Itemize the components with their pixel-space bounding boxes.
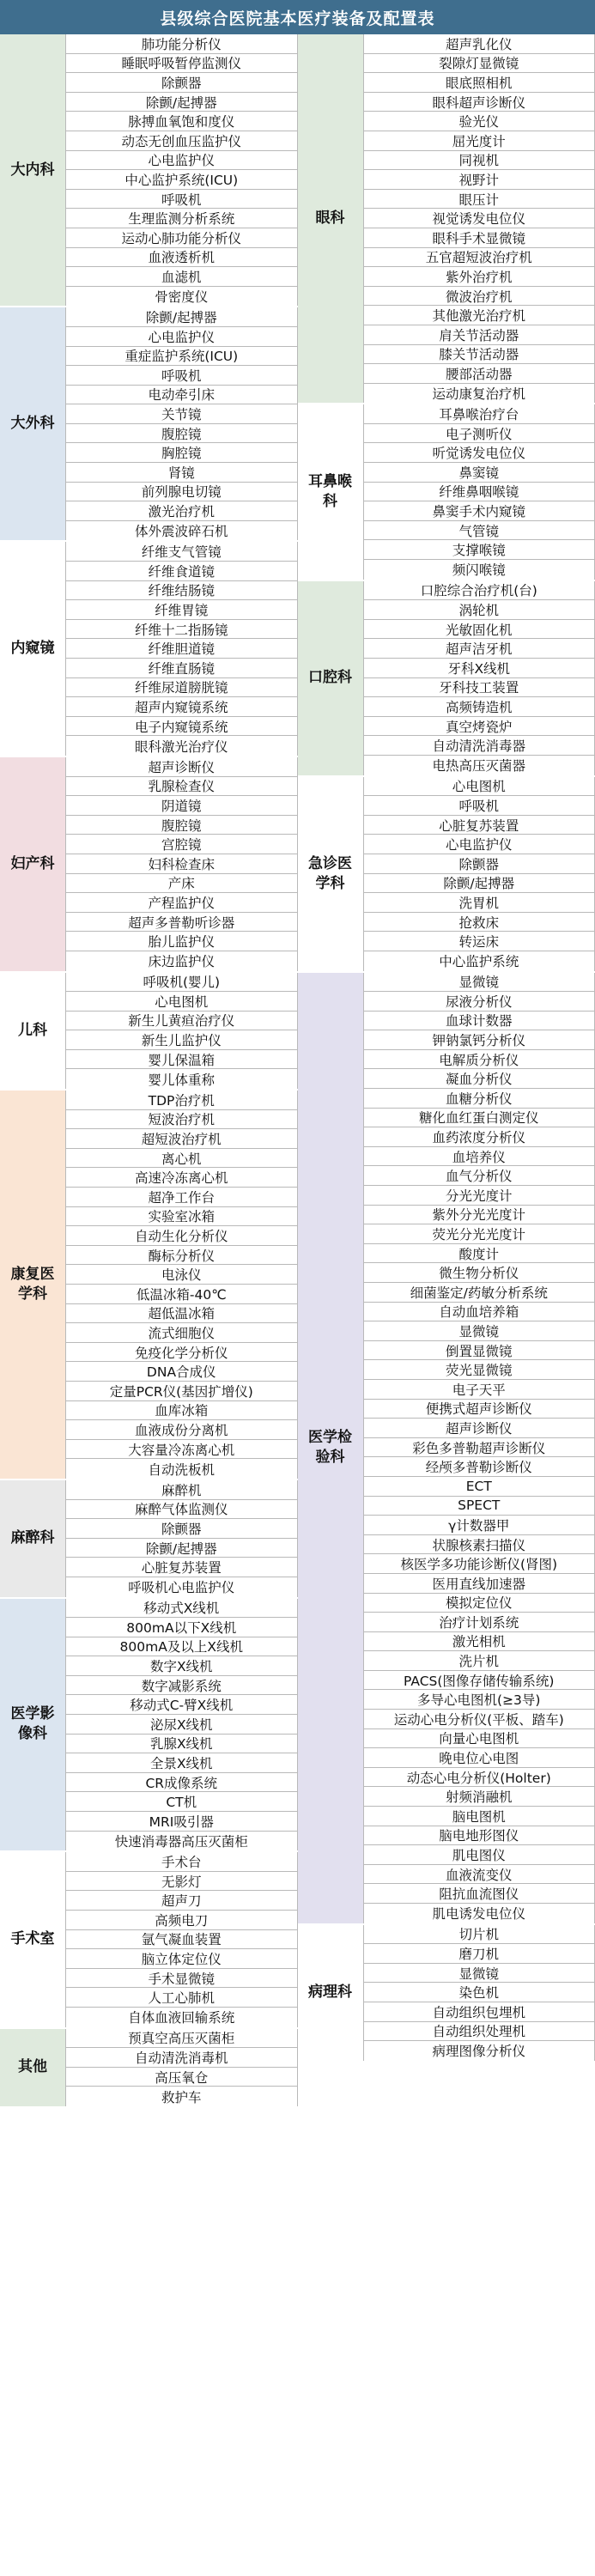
- department-name: 妇产科: [0, 757, 65, 971]
- equipment-item: 血滤机: [65, 267, 298, 287]
- equipment-item: 显微镜: [363, 973, 595, 993]
- equipment-list: [65, 542, 298, 756]
- equipment-item: 人工心肺机: [65, 1988, 298, 2008]
- equipment-item: 切片机: [363, 1925, 595, 1945]
- equipment-item: 染色机: [363, 1983, 595, 2002]
- equipment-item: 自动清洗消毒器: [363, 736, 595, 756]
- equipment-item: 血球计数器: [363, 1012, 595, 1031]
- department-name: 手术室: [0, 1852, 65, 2026]
- equipment-item: 脑立体定位仪: [65, 1949, 298, 1969]
- equipment-item: 实验室冰箱: [65, 1207, 298, 1227]
- equipment-item: 心电监护仪: [65, 327, 298, 347]
- equipment-item: 除颤/起搏器: [65, 93, 298, 112]
- department-group: [298, 404, 595, 580]
- equipment-item: 鼻窦手术内窥镜: [363, 501, 595, 521]
- department-group: [0, 1480, 298, 1599]
- equipment-item: 眼科激光治疗仪: [65, 736, 298, 756]
- department-group: [0, 1852, 298, 2028]
- equipment-item: 洗胃机: [363, 893, 595, 913]
- equipment-item: 睡眠呼吸暂停监测仪: [65, 54, 298, 74]
- equipment-item: 微波治疗机: [363, 287, 595, 307]
- equipment-item: 关节镜: [65, 404, 298, 424]
- equipment-item: 纤维直肠镜: [65, 659, 298, 678]
- equipment-item: 纤维尿道膀胱镜: [65, 678, 298, 698]
- equipment-item: 体外震波碎石机: [65, 521, 298, 541]
- equipment-item: SPECT: [363, 1497, 595, 1516]
- equipment-item: 纤维胃镜: [65, 600, 298, 620]
- equipment-item: 模拟定位仪: [363, 1594, 595, 1613]
- table-title: 县级综合医院基本医疗装备及配置表: [0, 0, 595, 34]
- equipment-item: 视觉诱发电位仪: [363, 209, 595, 228]
- equipment-item: 动态无创血压监护仪: [65, 131, 298, 151]
- equipment-item: 病理图像分析仪: [363, 2041, 595, 2061]
- equipment-item: 超声诊断仪: [363, 1419, 595, 1438]
- equipment-item: 核医学多功能诊断仪(肾图): [363, 1554, 595, 1574]
- equipment-item: 电解质分析仪: [363, 1050, 595, 1070]
- equipment-item: 阻抗血流图仪: [363, 1884, 595, 1904]
- left-column: [0, 34, 298, 2108]
- equipment-item: 血液透析机: [65, 248, 298, 268]
- equipment-item: 阴道镜: [65, 796, 298, 816]
- equipment-item: 低温冰箱-40℃: [65, 1285, 298, 1304]
- equipment-item: 涡轮机: [363, 600, 595, 620]
- equipment-item: 运动康复治疗机: [363, 384, 595, 404]
- department-name: 麻醉科: [0, 1480, 65, 1597]
- equipment-item: 手术台: [65, 1852, 298, 1872]
- equipment-item: 纤维鼻咽喉镜: [363, 483, 595, 502]
- equipment-item: 前列腺电切镜: [65, 483, 298, 502]
- equipment-item: 倒置显微镜: [363, 1341, 595, 1361]
- equipment-item: 胸腔镜: [65, 443, 298, 463]
- equipment-item: 中心监护系统: [363, 951, 595, 971]
- equipment-item: 细菌鉴定/药敏分析系统: [363, 1283, 595, 1303]
- equipment-item: 呼吸机: [65, 190, 298, 210]
- equipment-item: 运动心肺功能分析仪: [65, 228, 298, 248]
- department-name: 医学影像科: [0, 1599, 65, 1851]
- equipment-item: 晚电位心电图: [363, 1748, 595, 1768]
- equipment-item: 手术显微镜: [65, 1969, 298, 1989]
- equipment-item: 麻醉机: [65, 1480, 298, 1500]
- equipment-item: 血培养仪: [363, 1147, 595, 1167]
- equipment-item: 腰部活动器: [363, 364, 595, 384]
- equipment-item: 裂隙灯显微镜: [363, 54, 595, 74]
- equipment-item: 抢救床: [363, 913, 595, 933]
- equipment-item: 高速冷冻离心机: [65, 1168, 298, 1188]
- equipment-item: 宫腔镜: [65, 835, 298, 854]
- equipment-item: 超净工作台: [65, 1188, 298, 1207]
- equipment-item: 超声乳化仪: [363, 34, 595, 54]
- department-group: [298, 581, 595, 777]
- department-name: 眼科: [298, 34, 363, 403]
- equipment-item: 麻醉气体监测仪: [65, 1500, 298, 1520]
- equipment-item: 血气分析仪: [363, 1166, 595, 1186]
- equipment-list: [363, 973, 595, 1923]
- equipment-item: 数字减影系统: [65, 1676, 298, 1696]
- equipment-item: 妇科检查床: [65, 854, 298, 874]
- equipment-item: 全景X线机: [65, 1753, 298, 1773]
- equipment-item: 酸度计: [363, 1244, 595, 1264]
- equipment-item: 800mA以下X线机: [65, 1618, 298, 1637]
- equipment-item: 800mA及以上X线机: [65, 1637, 298, 1657]
- equipment-list: [65, 757, 298, 971]
- department-group: [0, 307, 298, 542]
- equipment-item: 数字X线机: [65, 1656, 298, 1676]
- department-name: 急诊医学科: [298, 777, 363, 971]
- equipment-item: 纤维结肠镜: [65, 581, 298, 601]
- equipment-item: 经颅多普勒诊断仪: [363, 1457, 595, 1477]
- equipment-item: 超低温冰箱: [65, 1304, 298, 1324]
- equipment-item: 电子天平: [363, 1380, 595, 1400]
- equipment-item: 纤维食道镜: [65, 562, 298, 581]
- equipment-item: 牙科X线机: [363, 659, 595, 678]
- equipment-item: 除颤器: [363, 854, 595, 874]
- equipment-item: 彩色多普勒超声诊断仪: [363, 1438, 595, 1458]
- equipment-item: 超声刀: [65, 1891, 298, 1911]
- equipment-item: 荧光分光光度计: [363, 1224, 595, 1244]
- equipment-item: 多导心电图机(≥3导): [363, 1690, 595, 1710]
- equipment-item: 紫外治疗机: [363, 267, 595, 287]
- equipment-item: 状腺核素扫描仪: [363, 1535, 595, 1555]
- equipment-item: 婴儿保温箱: [65, 1050, 298, 1070]
- equipment-item: 射频消融机: [363, 1787, 595, 1807]
- equipment-item: MRI吸引器: [65, 1812, 298, 1832]
- equipment-item: 血液成份分离机: [65, 1420, 298, 1440]
- equipment-item: 洗片机: [363, 1651, 595, 1671]
- equipment-item: 超短波治疗机: [65, 1129, 298, 1149]
- department-name: 康复医学科: [0, 1091, 65, 1479]
- equipment-list: [65, 2029, 298, 2106]
- equipment-item: 血库冰箱: [65, 1401, 298, 1421]
- department-group: [298, 973, 595, 1925]
- equipment-item: 自动组织包埋机: [363, 2002, 595, 2022]
- equipment-item: 腹腔镜: [65, 424, 298, 444]
- equipment-list: [65, 1852, 298, 2026]
- equipment-item: 糖化血红蛋白测定仪: [363, 1109, 595, 1128]
- equipment-list: [363, 777, 595, 971]
- equipment-item: 气管镜: [363, 521, 595, 541]
- equipment-item: 同视机: [363, 151, 595, 171]
- department-name: 其他: [0, 2029, 65, 2106]
- equipment-item: 超声诊断仪: [65, 757, 298, 777]
- equipment-item: CR成像系统: [65, 1773, 298, 1793]
- equipment-list: [65, 34, 298, 306]
- equipment-item: 床边监护仪: [65, 951, 298, 971]
- equipment-item: 运动心电分析仪(平板、踏车): [363, 1710, 595, 1729]
- equipment-item: 产床: [65, 874, 298, 894]
- equipment-item: 心脏复苏装置: [65, 1558, 298, 1577]
- equipment-item: 便携式超声诊断仪: [363, 1400, 595, 1419]
- equipment-item: 眼压计: [363, 190, 595, 210]
- equipment-item: 显微镜: [363, 1321, 595, 1341]
- equipment-item: 眼科手术显微镜: [363, 228, 595, 248]
- equipment-item: 肺功能分析仪: [65, 34, 298, 54]
- equipment-item: 牙科技工装置: [363, 678, 595, 698]
- equipment-item: 血药浓度分析仪: [363, 1127, 595, 1147]
- equipment-item: 中心监护系统(ICU): [65, 170, 298, 190]
- equipment-item: 救护车: [65, 2087, 298, 2106]
- equipment-item: 肌电图仪: [363, 1845, 595, 1865]
- equipment-list: [65, 1480, 298, 1597]
- equipment-item: 其他激光治疗机: [363, 306, 595, 325]
- department-group: [0, 2029, 298, 2108]
- right-column: [298, 34, 595, 2108]
- equipment-list: [363, 404, 595, 579]
- equipment-list: [65, 1599, 298, 1851]
- equipment-item: 耳鼻喉治疗台: [363, 404, 595, 424]
- equipment-item: 氩气凝血装置: [65, 1930, 298, 1950]
- equipment-item: 五官超短波治疗机: [363, 248, 595, 268]
- equipment-item: ECT: [363, 1477, 595, 1497]
- equipment-item: 自动清洗消毒机: [65, 2048, 298, 2068]
- equipment-list: [65, 973, 298, 1090]
- equipment-item: TDP治疗机: [65, 1091, 298, 1110]
- department-name: 病理科: [298, 1925, 363, 2061]
- equipment-item: 医用直线加速器: [363, 1574, 595, 1594]
- equipment-item: 短波治疗机: [65, 1110, 298, 1130]
- department-name: 大外科: [0, 307, 65, 540]
- equipment-item: 呼吸机: [363, 796, 595, 816]
- equipment-item: 紫外分光光度计: [363, 1206, 595, 1225]
- equipment-item: 移动式C-臂X线机: [65, 1695, 298, 1715]
- equipment-item: 流式细胞仪: [65, 1323, 298, 1343]
- department-name: 内窥镜: [0, 542, 65, 756]
- equipment-item: 心脏复苏装置: [363, 816, 595, 835]
- equipment-item: 快速消毒器高压灭菌柜: [65, 1832, 298, 1851]
- equipment-item: 转运床: [363, 932, 595, 951]
- equipment-item: 腹腔镜: [65, 816, 298, 835]
- equipment-item: 荧光显微镜: [363, 1360, 595, 1380]
- equipment-item: 视野计: [363, 170, 595, 190]
- department-group: [0, 1599, 298, 1853]
- equipment-item: 超声内窥镜系统: [65, 697, 298, 717]
- equipment-item: 免疫化学分析仪: [65, 1343, 298, 1363]
- equipment-item: 电热高压灭菌器: [363, 756, 595, 775]
- equipment-item: 新生儿黄疸治疗仪: [65, 1012, 298, 1031]
- equipment-item: 纤维支气管镜: [65, 542, 298, 562]
- equipment-item: 自体血液回输系统: [65, 2008, 298, 2027]
- equipment-item: 新生儿监护仪: [65, 1030, 298, 1050]
- equipment-item: 电动牵引床: [65, 386, 298, 405]
- department-group: [298, 777, 595, 973]
- equipment-item: 除颤/起搏器: [363, 874, 595, 894]
- equipment-item: 自动洗板机: [65, 1459, 298, 1479]
- equipment-list: [65, 307, 298, 540]
- equipment-item: 预真空高压灭菌柜: [65, 2029, 298, 2049]
- equipment-list: [363, 34, 595, 403]
- equipment-item: 电子测听仪: [363, 424, 595, 444]
- equipment-item: 脑电图机: [363, 1807, 595, 1826]
- equipment-item: 支撑喉镜: [363, 540, 595, 560]
- equipment-item: 呼吸机: [65, 366, 298, 386]
- equipment-item: 电泳仪: [65, 1265, 298, 1285]
- equipment-item: 激光相机: [363, 1632, 595, 1652]
- department-group: [0, 973, 298, 1091]
- equipment-item: 真空烤瓷炉: [363, 717, 595, 737]
- equipment-item: 血糖分析仪: [363, 1089, 595, 1109]
- equipment-item: 眼科超声诊断仪: [363, 93, 595, 112]
- equipment-item: 产程监护仪: [65, 893, 298, 913]
- equipment-item: 治疗计划系统: [363, 1613, 595, 1632]
- equipment-item: 心电图机: [65, 992, 298, 1012]
- equipment-item: 脉搏血氧饱和度仪: [65, 112, 298, 131]
- equipment-item: 向量心电图机: [363, 1729, 595, 1749]
- equipment-item: 高频铸造机: [363, 697, 595, 717]
- department-name: 耳鼻喉科: [298, 404, 363, 579]
- equipment-item: 离心机: [65, 1149, 298, 1169]
- equipment-item: 乳腺检查仪: [65, 777, 298, 797]
- equipment-item: 超声洁牙机: [363, 639, 595, 659]
- equipment-item: PACS(图像存储传输系统): [363, 1671, 595, 1691]
- equipment-item: 纤维胆道镜: [65, 639, 298, 659]
- equipment-item: 除颤器: [65, 1519, 298, 1539]
- equipment-item: 显微镜: [363, 1964, 595, 1984]
- equipment-item: 血液流变仪: [363, 1865, 595, 1885]
- equipment-list: [65, 1091, 298, 1479]
- department-group: [0, 1091, 298, 1480]
- equipment-item: 婴儿体重称: [65, 1069, 298, 1089]
- equipment-item: 膝关节活动器: [363, 345, 595, 365]
- equipment-item: 高频电刀: [65, 1911, 298, 1930]
- equipment-item: γ计数器甲: [363, 1516, 595, 1535]
- department-group: [0, 757, 298, 973]
- equipment-item: 电子内窥镜系统: [65, 717, 298, 737]
- equipment-item: 自动血培养箱: [363, 1303, 595, 1322]
- equipment-item: 肩关节活动器: [363, 325, 595, 345]
- equipment-item: 乳腺X线机: [65, 1735, 298, 1754]
- equipment-item: DNA合成仪: [65, 1362, 298, 1382]
- equipment-item: 磨刀机: [363, 1944, 595, 1964]
- equipment-item: 脑电地形图仪: [363, 1826, 595, 1846]
- equipment-item: 重症监护系统(ICU): [65, 347, 298, 367]
- department-group: [298, 34, 595, 404]
- equipment-table: [0, 34, 595, 2108]
- equipment-item: 肌电诱发电位仪: [363, 1904, 595, 1923]
- department-group: [298, 1925, 595, 2063]
- equipment-item: 酶标分析仪: [65, 1246, 298, 1266]
- equipment-item: 光敏固化机: [363, 620, 595, 640]
- equipment-item: 除颤/起搏器: [65, 307, 298, 327]
- equipment-item: 激光治疗机: [65, 501, 298, 521]
- equipment-item: 呼吸机心电监护仪: [65, 1577, 298, 1597]
- equipment-item: 动态心电分析仪(Holter): [363, 1768, 595, 1788]
- department-name: 医学检验科: [298, 973, 363, 1923]
- equipment-item: 纤维十二指肠镜: [65, 620, 298, 640]
- equipment-list: [363, 1925, 595, 2061]
- equipment-item: 移动式X线机: [65, 1599, 298, 1619]
- equipment-item: 心电监护仪: [65, 151, 298, 171]
- department-name: 儿科: [0, 973, 65, 1090]
- equipment-item: 呼吸机(婴儿): [65, 973, 298, 993]
- equipment-item: 自动组织处理机: [363, 2022, 595, 2042]
- equipment-item: 超声多普勒听诊器: [65, 913, 298, 933]
- equipment-item: 眼底照相机: [363, 73, 595, 93]
- equipment-item: 肾镜: [65, 463, 298, 483]
- department-group: [0, 34, 298, 307]
- equipment-item: 心电图机: [363, 777, 595, 797]
- equipment-item: 听觉诱发电位仪: [363, 443, 595, 463]
- equipment-item: 泌尿X线机: [65, 1715, 298, 1735]
- equipment-item: 大容量冷冻离心机: [65, 1440, 298, 1460]
- equipment-item: 口腔综合治疗机(台): [363, 581, 595, 601]
- equipment-item: 分光光度计: [363, 1186, 595, 1206]
- equipment-item: 验光仪: [363, 112, 595, 131]
- department-group: [0, 542, 298, 757]
- equipment-item: 骨密度仪: [65, 287, 298, 307]
- equipment-item: 生理监测分析系统: [65, 209, 298, 228]
- department-name: 大内科: [0, 34, 65, 306]
- equipment-item: 钾钠氯钙分析仪: [363, 1030, 595, 1050]
- equipment-item: 无影灯: [65, 1872, 298, 1892]
- equipment-item: 定量PCR仪(基因扩增仪): [65, 1382, 298, 1401]
- equipment-item: 频闪喉镜: [363, 560, 595, 580]
- equipment-item: 屈光度计: [363, 131, 595, 151]
- equipment-item: CT机: [65, 1792, 298, 1812]
- equipment-item: 胎儿监护仪: [65, 932, 298, 951]
- equipment-item: 自动生化分析仪: [65, 1226, 298, 1246]
- equipment-item: 鼻窦镜: [363, 463, 595, 483]
- equipment-item: 除颤/起搏器: [65, 1539, 298, 1558]
- equipment-item: 除颤器: [65, 73, 298, 93]
- equipment-list: [363, 581, 595, 775]
- equipment-item: 高压氧仓: [65, 2068, 298, 2087]
- equipment-item: 尿液分析仪: [363, 992, 595, 1012]
- equipment-item: 凝血分析仪: [363, 1069, 595, 1089]
- equipment-item: 微生物分析仪: [363, 1263, 595, 1283]
- equipment-item: 心电监护仪: [363, 835, 595, 854]
- department-name: 口腔科: [298, 581, 363, 775]
